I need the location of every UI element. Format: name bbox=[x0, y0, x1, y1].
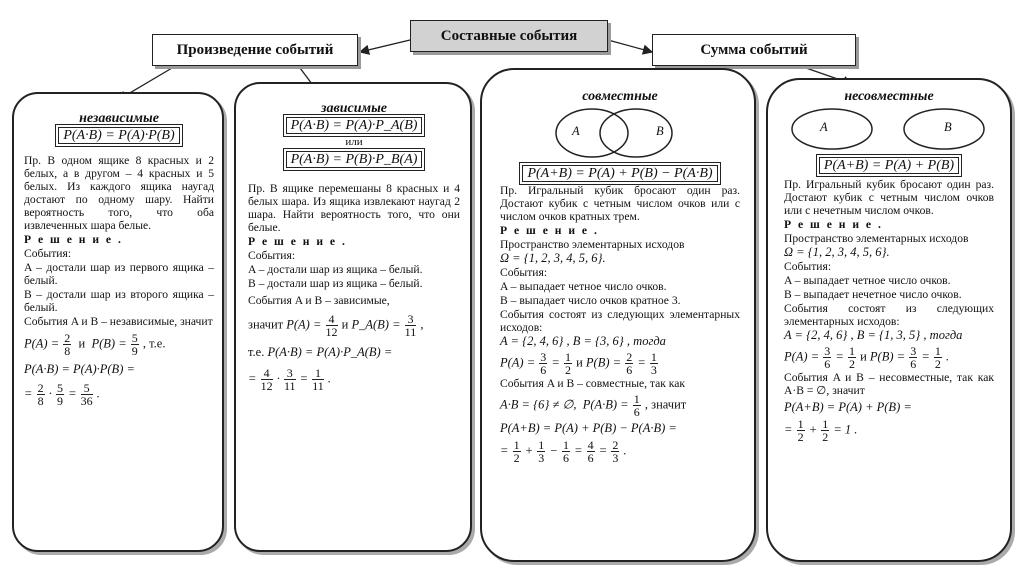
pa-frac-2 bbox=[564, 351, 572, 376]
subtitle-joint: совместные bbox=[582, 89, 658, 104]
event-b: B – выпадает число очков кратное 3. bbox=[500, 294, 681, 307]
r3-num: 5 bbox=[81, 382, 93, 395]
r3-frac bbox=[562, 439, 570, 464]
pb-den: 6 bbox=[626, 363, 633, 377]
result-eq: = bbox=[248, 371, 257, 386]
panel1-content bbox=[24, 112, 214, 408]
panel2-content bbox=[248, 102, 460, 393]
venn-disjoint-svg bbox=[784, 103, 994, 153]
te-label: , т.е. bbox=[142, 336, 166, 351]
r2-den: 11 bbox=[283, 379, 296, 393]
pb-eq: = bbox=[637, 355, 646, 370]
r2-den: 9 bbox=[56, 394, 63, 408]
problem-disjoint: Пр. Игральный кубик бросают один раз. Достают кубик с четным числом очков или с нечетным числом очков. bbox=[784, 178, 994, 217]
venn-disjoint bbox=[784, 103, 994, 153]
pb-frac bbox=[625, 351, 633, 376]
and-label: и bbox=[576, 355, 583, 370]
formula-dependent-1: P(A·B) = P(A)·P_A(B) bbox=[286, 117, 423, 134]
prob-line bbox=[248, 313, 460, 338]
problem-independent: Пр. В одном ящике 8 красных и 2 белых, а в другом – 4 красных и 5 белых. Из каждого ящика наугад достают по одному шару. Найти вероятность того, что оба извлеченных шара белые. bbox=[24, 154, 214, 232]
venn-circle-a bbox=[792, 109, 872, 149]
pa-den: 12 bbox=[325, 325, 338, 339]
header-right-label: Сумма событий bbox=[700, 41, 808, 58]
znachit-label: , значит bbox=[644, 397, 687, 412]
prob-line bbox=[500, 351, 740, 376]
solution-label: Р е ш е н и е . bbox=[248, 235, 347, 248]
r2-num: 1 bbox=[822, 417, 829, 431]
result-eq-2: = bbox=[299, 371, 309, 386]
pb-num: 5 bbox=[131, 331, 138, 345]
header-product-events bbox=[152, 34, 358, 66]
result-eq-2: = 1 . bbox=[833, 422, 858, 437]
omega-set: Ω = {1, 2, 3, 4, 5, 6}. bbox=[784, 245, 890, 259]
result-frac-2 bbox=[284, 367, 296, 392]
events-label: События: bbox=[784, 260, 832, 273]
r1-frac bbox=[797, 418, 805, 443]
prob-line bbox=[24, 332, 214, 357]
comma: , bbox=[420, 317, 424, 332]
panel4-content bbox=[784, 90, 994, 444]
event-b: B – достали шар из ящика – белый. bbox=[248, 277, 423, 290]
event-b: B – выпадает нечетное число очков. bbox=[784, 288, 962, 301]
te-label: т.е. bbox=[248, 345, 265, 359]
pb-den: 6 bbox=[910, 357, 917, 371]
r2-frac bbox=[821, 418, 829, 443]
result-dot: · bbox=[276, 371, 280, 386]
formula-dependent-2: P(A·B) = P(B)·P_B(A) bbox=[286, 151, 423, 168]
problem-joint: Пр. Игральный кубик бросают один раз. Достают кубик с четным числом очков или с числом очков кратных трем. bbox=[500, 184, 740, 223]
header-top-label: Составные события bbox=[440, 27, 578, 44]
r2-den: 2 bbox=[822, 430, 829, 444]
result-end: . bbox=[327, 371, 331, 386]
pa-label: P(A) = bbox=[286, 317, 322, 332]
subtitle-dependent: зависимые bbox=[320, 101, 388, 116]
r5-frac bbox=[611, 439, 619, 464]
venn-label-b: B bbox=[656, 124, 664, 138]
sum-formula: P(A+B) = P(A) + P(B) = bbox=[784, 400, 912, 414]
pa-label: P(A) = bbox=[500, 355, 536, 370]
pab-num: 3 bbox=[405, 313, 417, 326]
r1-den: 8 bbox=[37, 394, 44, 408]
intersection: A·B = {6} ≠ ∅, bbox=[500, 397, 577, 412]
r3-den: 6 bbox=[562, 451, 569, 465]
events-label: События: bbox=[500, 266, 548, 279]
pb-label: P(B) = bbox=[869, 349, 906, 364]
result-line bbox=[500, 439, 740, 464]
r5-num: 2 bbox=[612, 438, 619, 452]
r1-num: 1 bbox=[797, 417, 804, 431]
r2-frac bbox=[537, 439, 545, 464]
pa-den: 8 bbox=[64, 344, 71, 358]
sets-line: A = {2, 4, 6} , B = {3, 6} , тогда bbox=[500, 334, 666, 348]
pa-fraction bbox=[63, 332, 71, 357]
events-label: События: bbox=[24, 247, 72, 260]
r4-frac bbox=[587, 439, 595, 464]
r1-frac bbox=[513, 439, 521, 464]
events-label: События: bbox=[248, 249, 296, 262]
omega-set: Ω = {1, 2, 3, 4, 5, 6}. bbox=[500, 251, 606, 265]
r3-num: 1 bbox=[312, 367, 324, 380]
or-label: или bbox=[345, 136, 363, 148]
pa-fraction bbox=[326, 313, 338, 338]
pa-frac-2 bbox=[848, 345, 856, 370]
pab-label: P_A(B) = bbox=[351, 317, 401, 332]
r1-den: 2 bbox=[513, 451, 520, 465]
solution-label: Р е ш е н и е . bbox=[500, 224, 599, 237]
formula-disjoint: P(A+B) = P(A) + P(B) bbox=[819, 157, 959, 174]
result-eq-2: = bbox=[68, 386, 77, 401]
result-frac-3 bbox=[81, 382, 93, 407]
pa-den-2: 2 bbox=[564, 363, 571, 377]
r1-num: 2 bbox=[37, 381, 44, 395]
pb-num-2: 1 bbox=[934, 344, 941, 358]
pb-den-2: 3 bbox=[650, 363, 657, 377]
pa-num-2: 1 bbox=[848, 344, 855, 358]
venn-joint bbox=[500, 103, 740, 161]
pb-frac bbox=[909, 345, 917, 370]
pb-end: . bbox=[946, 349, 950, 364]
pb-num: 2 bbox=[626, 350, 633, 364]
header-sum-events bbox=[652, 34, 856, 66]
result-eq-3: = bbox=[598, 443, 608, 458]
solution-label: Р е ш е н и е . bbox=[24, 233, 123, 246]
multiplication: P(A·B) = P(A)·P_A(B) = bbox=[267, 345, 393, 359]
r1-num: 1 bbox=[513, 438, 520, 452]
result-line bbox=[248, 367, 460, 392]
pb-den: 9 bbox=[131, 344, 138, 358]
result-plus: + bbox=[524, 443, 534, 458]
solution-label: Р е ш е н и е . bbox=[784, 218, 883, 231]
problem-dependent: Пр. В ящике перемешаны 8 красных и 4 белых шара. Из ящика извлекают наугад 2 шара. Найти вероятность того, что они белые. bbox=[248, 182, 460, 234]
pa-num-2: 1 bbox=[564, 350, 571, 364]
result-eq: = bbox=[500, 443, 509, 458]
result-frac-2 bbox=[56, 382, 64, 407]
result-frac-3 bbox=[312, 367, 324, 392]
event-a: A – достали шар из ящика – белый. bbox=[248, 263, 423, 276]
znachit-label: значит bbox=[248, 317, 284, 332]
formula-joint: P(A+B) = P(A) + P(B) − P(A·B) bbox=[522, 165, 717, 182]
pab-den: 6 bbox=[633, 405, 640, 419]
subtitle-disjoint: несовместные bbox=[844, 89, 934, 104]
r5-den: 3 bbox=[612, 451, 619, 465]
result-eq: = bbox=[784, 422, 793, 437]
multiplication: P(A·B) = P(A)·P(B) = bbox=[24, 362, 135, 376]
result-line bbox=[784, 418, 994, 443]
pab-label: P(A·B) = bbox=[582, 397, 629, 412]
arrow-to-sum bbox=[608, 40, 652, 52]
prob-line bbox=[784, 345, 994, 370]
pa-frac bbox=[539, 351, 547, 376]
venn-circle-a bbox=[556, 109, 628, 157]
mult-line bbox=[248, 346, 460, 359]
event-a: A – выпадает четное число очков. bbox=[500, 280, 667, 293]
pb-frac-2 bbox=[650, 351, 658, 376]
pb-frac-2 bbox=[934, 345, 942, 370]
sum-formula: P(A+B) = P(A) + P(B) − P(A·B) = bbox=[500, 421, 677, 435]
inter-line bbox=[500, 393, 740, 418]
result-eq: = bbox=[24, 386, 33, 401]
venn-label-a: A bbox=[820, 120, 828, 134]
pa-den-2: 2 bbox=[848, 357, 855, 371]
arrow-to-product bbox=[360, 40, 410, 52]
result-eq-2: = bbox=[574, 443, 583, 458]
result-minus: − bbox=[549, 443, 558, 458]
r3-den: 36 bbox=[80, 394, 93, 408]
consist-label: События состоят из следующих элементарных исходов: bbox=[784, 302, 994, 328]
r3-num: 1 bbox=[562, 438, 569, 452]
sets-line: A = {2, 4, 6} , B = {1, 3, 5} , тогда bbox=[784, 328, 963, 342]
header-left-label: Произведение событий bbox=[176, 41, 334, 58]
event-a: A – выпадает четное число очков. bbox=[784, 274, 951, 287]
venn-joint-svg bbox=[500, 103, 740, 161]
r4-num: 4 bbox=[587, 438, 594, 452]
pa-label: P(A) = bbox=[24, 336, 60, 351]
space-label: Пространство элементарных исходов bbox=[784, 232, 969, 245]
pa-den: 6 bbox=[824, 357, 831, 371]
pa-num: 2 bbox=[64, 331, 71, 345]
result-dot: · bbox=[48, 386, 52, 401]
space-label: Пространство элементарных исходов bbox=[500, 238, 685, 251]
conclusion: События A и B – независимые, значит bbox=[24, 315, 213, 328]
r1-den: 2 bbox=[797, 430, 804, 444]
r2-num: 1 bbox=[538, 438, 545, 452]
r2-num: 5 bbox=[56, 381, 63, 395]
subtitle-independent: независимые bbox=[79, 111, 159, 126]
result-frac-1 bbox=[37, 382, 45, 407]
pb-den-2: 2 bbox=[934, 357, 941, 371]
pa-num: 4 bbox=[326, 313, 338, 326]
result-plus: + bbox=[808, 422, 818, 437]
pab-frac bbox=[633, 393, 641, 418]
and-label: и bbox=[341, 317, 349, 332]
result-frac-1 bbox=[261, 367, 273, 392]
r1-num: 4 bbox=[261, 367, 273, 380]
result-line bbox=[24, 382, 214, 407]
header-composite-events bbox=[410, 20, 608, 52]
pb-label: P(B) = bbox=[585, 355, 622, 370]
r1-den: 12 bbox=[260, 379, 273, 393]
result-end: . bbox=[623, 443, 627, 458]
result-end: . bbox=[96, 386, 100, 401]
conclusion: События A и B – зависимые, bbox=[248, 294, 390, 307]
pb-num: 3 bbox=[910, 344, 917, 358]
venn-label-b: B bbox=[944, 120, 952, 134]
event-a: A – достали шар из первого ящика – белый. bbox=[24, 261, 214, 287]
pb-label: P(B) = bbox=[91, 336, 127, 351]
venn-label-a: A bbox=[572, 124, 580, 138]
r3-den: 11 bbox=[312, 379, 324, 393]
formula-independent: P(A·B) = P(A)·P(B) bbox=[58, 127, 179, 144]
and-label: и bbox=[78, 336, 86, 351]
event-b: B – достали шар из второго ящика – белый. bbox=[24, 288, 214, 314]
joint-label: События A и B – совместные, так как bbox=[500, 377, 686, 390]
r2-den: 3 bbox=[538, 451, 545, 465]
r2-num: 3 bbox=[284, 367, 296, 380]
disjoint-label: События A и B – несовместные, так как A·B = ∅, значит bbox=[784, 371, 994, 397]
pa-eq: = bbox=[835, 349, 844, 364]
pa-num: 3 bbox=[540, 350, 547, 364]
pb-num-2: 1 bbox=[650, 350, 657, 364]
pb-fraction bbox=[131, 332, 139, 357]
pab-fraction bbox=[405, 313, 417, 338]
r4-den: 6 bbox=[587, 451, 594, 465]
consist-label: События состоят из следующих элементарных исходов: bbox=[500, 308, 740, 334]
and-label: и bbox=[860, 349, 867, 364]
pa-den: 6 bbox=[540, 363, 547, 377]
pa-num: 3 bbox=[824, 344, 831, 358]
pa-eq: = bbox=[551, 355, 560, 370]
panel3-content bbox=[500, 90, 740, 465]
pab-den: 11 bbox=[404, 325, 417, 339]
pab-num: 1 bbox=[633, 392, 640, 406]
pa-label: P(A) = bbox=[784, 349, 820, 364]
pa-frac bbox=[823, 345, 831, 370]
pb-eq: = bbox=[921, 349, 930, 364]
